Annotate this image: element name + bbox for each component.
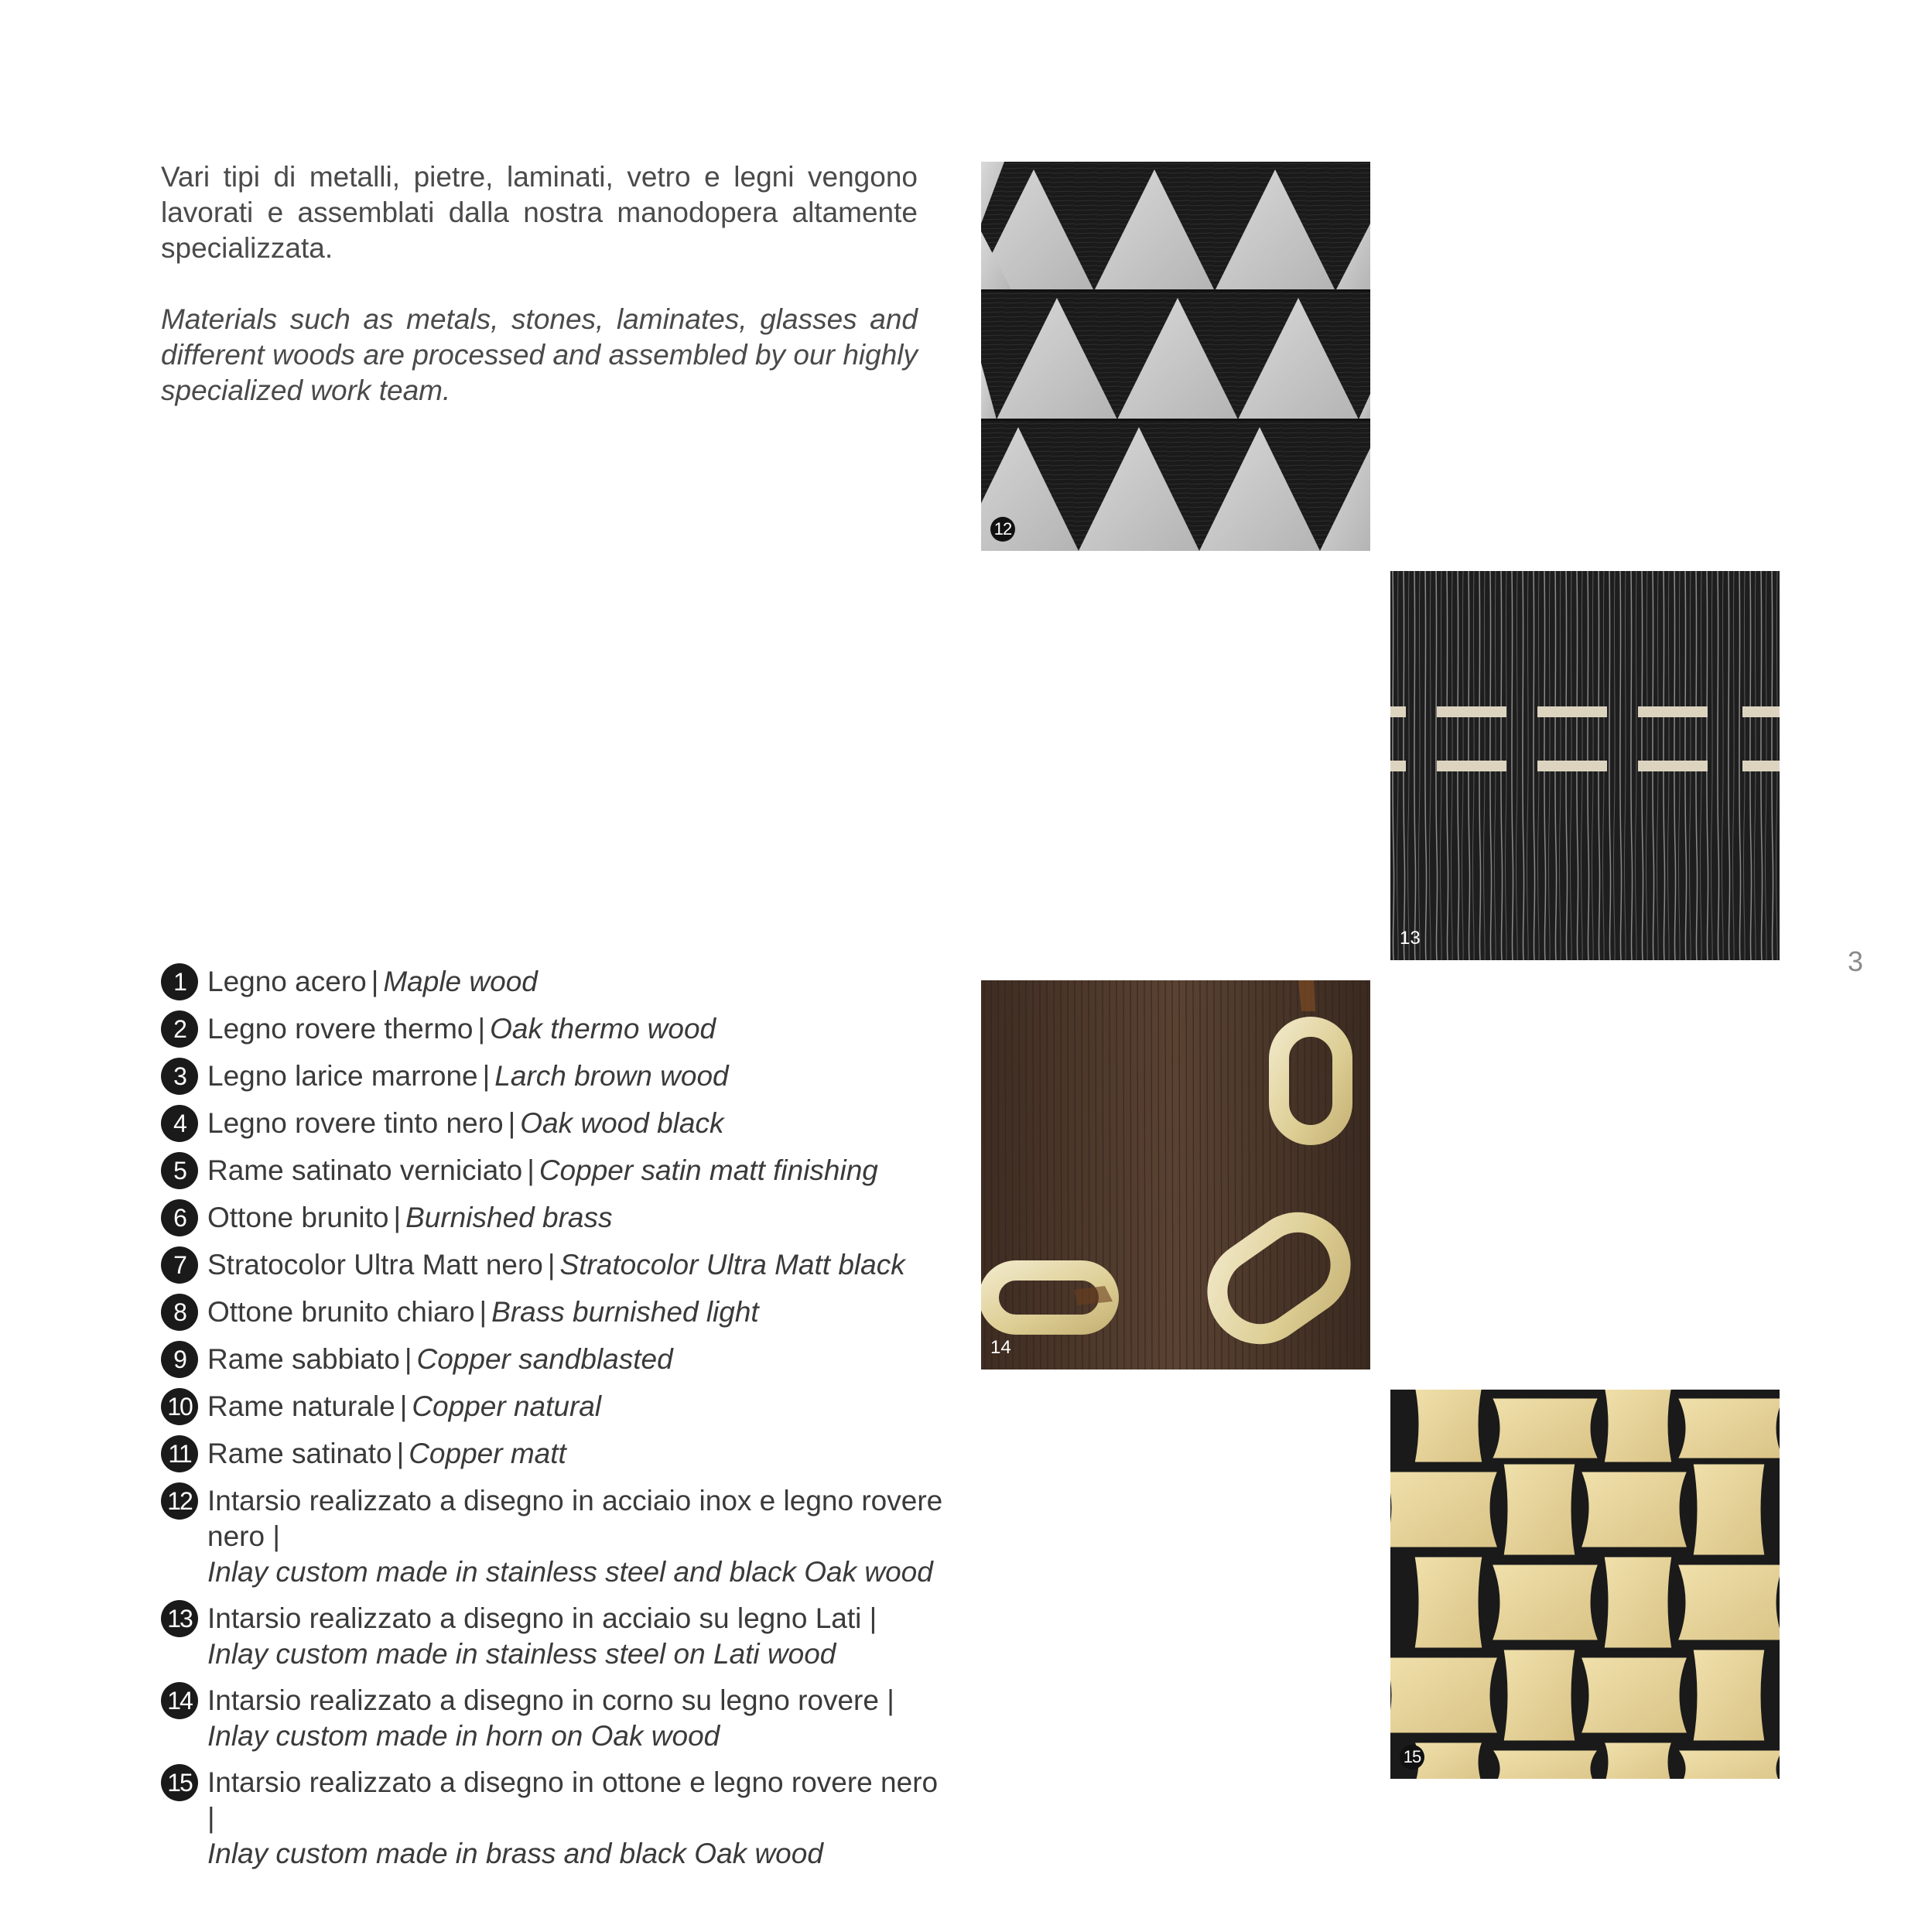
legend-item-8 [161,1294,950,1331]
legend-separator: | [404,1343,412,1375]
photo-12-steel-triangles [981,162,1370,551]
legend-item-10 [161,1389,950,1425]
legend-separator: | [477,1013,486,1045]
legend-text [207,1294,950,1330]
horn-chain-inlay-image [981,980,1370,1369]
legend-number-badge: 10 [161,1388,198,1425]
legend-text [207,1389,950,1424]
legend-english-label: Copper natural [412,1390,602,1422]
intro-text [161,159,918,409]
legend-italian-label: Stratocolor Ultra Matt nero [207,1249,543,1281]
legend-english-label: Inlay custom made in brass and black Oak wood [207,1838,823,1869]
legend-number-badge: 11 [161,1435,198,1472]
photo-14-horn-chain [981,980,1370,1369]
legend-number-badge: 14 [161,1682,198,1719]
legend-italian-label: Rame sabbiato [207,1343,400,1375]
legend-english-label: Oak wood black [520,1107,724,1139]
page-number: 3 [1848,945,1864,977]
legend-italian-label: Intarsio realizzato a disegno in acciaio su legno Lati | [207,1602,877,1634]
legend-text [207,1200,950,1236]
legend-english-label: Oak thermo wood [490,1013,716,1045]
legend-english-label: Inlay custom made in stainless steel on Lati wood [207,1638,836,1670]
legend-item-4 [161,1106,950,1142]
legend-separator: | [399,1390,408,1422]
intro-english: Materials such as metals, stones, laminates, glasses and different woods are processed and assembled by our highly specialized work team. [161,303,918,406]
legend-separator: | [547,1249,556,1281]
legend-separator: | [479,1296,487,1328]
legend-text [207,1683,950,1754]
legend-italian-label: Rame satinato [207,1438,392,1469]
legend-number-badge: 13 [161,1600,198,1637]
legend-english-label: Copper satin matt finishing [539,1154,878,1186]
legend-item-14 [161,1683,950,1754]
legend-italian-label: Intarsio realizzato a disegno in ottone e legno rovere nero | [207,1766,939,1834]
legend-italian-label: Ottone brunito [207,1202,389,1233]
photo-15-label: 15 [1400,1745,1424,1770]
legend-text [207,964,950,1000]
legend-text [207,1106,950,1141]
legend-english-label: Inlay custom made in stainless steel and black Oak wood [207,1556,933,1588]
legend-separator: | [527,1154,535,1186]
legend-italian-label: Legno larice marrone [207,1060,478,1092]
legend-italian-label: Intarsio realizzato a disegno in corno su legno rovere | [207,1684,894,1716]
legend-text [207,1342,950,1377]
legend-text [207,1153,950,1188]
legend-item-9 [161,1342,950,1378]
legend-number-badge: 12 [161,1482,198,1520]
steel-dash-inlay-image [1390,571,1780,960]
legend-number-badge: 5 [161,1152,198,1189]
legend-number-badge: 9 [161,1341,198,1378]
legend-english-label: Maple wood [383,966,538,997]
legend-item-2 [161,1011,950,1048]
legend-separator: | [371,966,379,997]
legend-number-badge: 7 [161,1246,198,1284]
brass-weave-inlay-image [1390,1390,1780,1779]
legend-separator: | [482,1060,491,1092]
photo-15-brass-weave [1390,1390,1780,1779]
legend-english-label: Copper matt [409,1438,566,1469]
legend-number-badge: 8 [161,1294,198,1331]
legend-item-13 [161,1601,950,1672]
legend-english-label: Brass burnished light [491,1296,759,1328]
legend-english-label: Stratocolor Ultra Matt black [559,1249,905,1281]
legend-number-badge: 6 [161,1199,198,1236]
legend-text [207,1011,950,1047]
legend-text [207,1058,950,1094]
legend-text [207,1247,950,1283]
legend-english-label: Inlay custom made in horn on Oak wood [207,1720,720,1752]
legend-italian-label: Ottone brunito chiaro [207,1296,475,1328]
legend-english-label: Copper sandblasted [416,1343,673,1375]
legend-item-5 [161,1153,950,1189]
legend-text [207,1601,950,1672]
legend-number-badge: 15 [161,1764,198,1801]
legend-item-12 [161,1483,950,1590]
legend-text [207,1436,950,1472]
materials-legend [161,964,950,1882]
legend-italian-label: Legno rovere thermo [207,1013,474,1045]
legend-english-label: Burnished brass [405,1202,613,1233]
legend-number-badge: 3 [161,1058,198,1095]
legend-item-11 [161,1436,950,1472]
legend-number-badge: 4 [161,1105,198,1142]
legend-italian-label: Rame satinato verniciato [207,1154,523,1186]
legend-item-7 [161,1247,950,1284]
legend-separator: | [393,1202,402,1233]
legend-italian-label: Intarsio realizzato a disegno in acciaio inox e legno rovere nero | [207,1485,943,1552]
legend-item-6 [161,1200,950,1236]
legend-item-1 [161,964,950,1000]
legend-text [207,1483,950,1590]
legend-italian-label: Legno rovere tinto nero [207,1107,504,1139]
legend-italian-label: Legno acero [207,966,367,997]
legend-separator: | [396,1438,405,1469]
legend-italian-label: Rame naturale [207,1390,395,1422]
legend-item-15 [161,1765,950,1872]
steel-triangle-inlay-image [981,162,1370,551]
photo-13-label: 13 [1400,928,1421,949]
legend-english-label: Larch brown wood [494,1060,729,1092]
photo-12-label: 12 [990,517,1015,542]
legend-number-badge: 2 [161,1010,198,1048]
legend-text [207,1765,950,1872]
intro-italian: Vari tipi di metalli, pietre, laminati, vetro e legni vengono lavorati e assemblati dalla nostra manodopera altamente specializzata. [161,161,918,264]
legend-number-badge: 1 [161,963,198,1000]
photo-14-label: 14 [990,1337,1011,1358]
legend-separator: | [508,1107,516,1139]
legend-item-3 [161,1058,950,1095]
photo-13-steel-dashes [1390,571,1780,960]
